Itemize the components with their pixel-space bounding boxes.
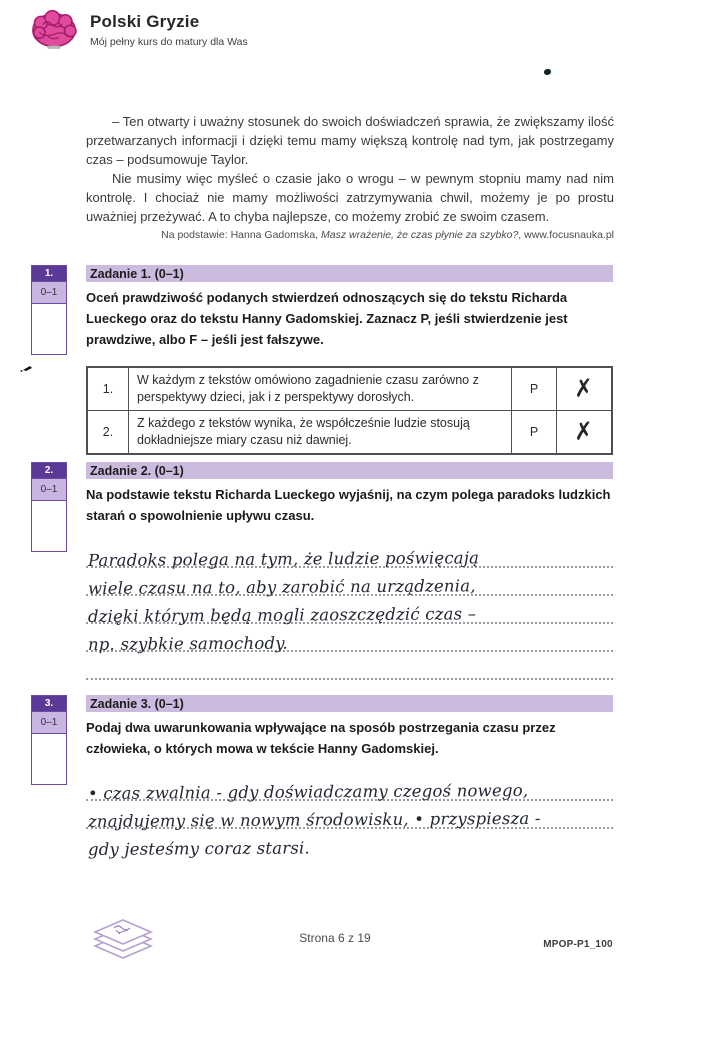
task1-margin-score-cell bbox=[32, 304, 66, 354]
answer-line bbox=[86, 624, 613, 652]
task3-instruction: Podaj dwa uwarunkowania wpływające na sposób postrzegania czasu przez człowieka, o których mowa w tekście Hanny Gadomskiej. bbox=[86, 720, 556, 756]
answer-line bbox=[86, 596, 613, 624]
task2-margin-score-cell bbox=[32, 501, 66, 551]
answer-line-empty bbox=[86, 652, 613, 680]
task2-margin-box bbox=[31, 462, 67, 552]
task2-header-bar bbox=[86, 462, 613, 479]
row-p-cell: P bbox=[512, 367, 557, 411]
page-number: Strona 6 z 19 bbox=[299, 931, 371, 945]
task2-section bbox=[86, 462, 613, 680]
answer-line bbox=[86, 801, 613, 829]
scan-speck bbox=[544, 69, 551, 75]
handwritten-answer: Paradoks polega na tym, że ludzie poświęcają bbox=[87, 548, 480, 570]
exam-code: MPOP-P1_100 bbox=[543, 939, 613, 950]
row-statement: W każdym z tekstów omówiono zagadnienie czasu zarówno z perspektywy dzieci, jak i z perspektywy dorosłych. bbox=[129, 367, 512, 411]
task3-margin-box bbox=[31, 695, 67, 785]
task1-title: Zadanie 1. (0–1) bbox=[90, 266, 184, 281]
intro-text bbox=[86, 112, 614, 245]
handwritten-answer: znajdujemy się w nowym środowisku, • przyspiesza - bbox=[87, 808, 541, 831]
task1-header-bar bbox=[86, 265, 613, 282]
source-prefix: Na podstawie: Hanna Gadomska, bbox=[161, 229, 322, 241]
answer-line bbox=[86, 773, 613, 801]
task2-margin-number: 2. bbox=[32, 463, 66, 479]
brand-tagline: Mój pełny kurs do matury dla Was bbox=[90, 36, 248, 48]
intro-paragraph-1: – Ten otwarty i uważny stosunek do swoich doświadczeń sprawia, że zwiększamy ilość przetwarzanych informacji i dzięki temu mamy większą kontrolę nad tym, jak postrzegamy czas – podsumowuje Taylor. bbox=[86, 114, 614, 167]
answer-line bbox=[86, 540, 613, 568]
handwritten-answer: dzięki którym będą mogli zaoszczędzić czas – bbox=[87, 604, 477, 626]
row-p-cell: P bbox=[512, 411, 557, 455]
row-statement: Z każdego z tekstów wynika, że współcześnie ludzie stosują dokładniejsze miary czasu niż dawniej. bbox=[129, 411, 512, 455]
source-title: Masz wrażenie, że czas płynie za szybko? bbox=[321, 229, 519, 241]
task3-margin-score-cell bbox=[32, 734, 66, 784]
source-suffix: , www.focusnauka.pl bbox=[518, 229, 614, 241]
brain-icon bbox=[28, 8, 80, 54]
ink-mark bbox=[20, 364, 34, 373]
paper-stack-icon bbox=[92, 916, 154, 968]
brand-header bbox=[28, 8, 248, 54]
row-f-cell bbox=[557, 367, 613, 411]
row-number: 2. bbox=[87, 411, 129, 455]
task3-title: Zadanie 3. (0–1) bbox=[90, 696, 184, 711]
task1-instruction: Oceń prawdziwość podanych stwierdzeń odnoszących się do tekstu Richarda Lueckego oraz do tekstu Hanny Gadomskiej. Zaznacz P, jeśli stwierdzenie jest prawdziwe, albo F – jeśli jest fałszywe. bbox=[86, 290, 568, 347]
task3-section bbox=[86, 695, 613, 859]
task2-margin-score: 0–1 bbox=[32, 479, 66, 501]
task3-margin-score: 0–1 bbox=[32, 712, 66, 734]
task2-answer-area bbox=[86, 540, 613, 680]
brand-title: Polski Gryzie bbox=[90, 12, 200, 31]
handwritten-answer: np. szybkie samochody. bbox=[87, 633, 289, 654]
row-number: 1. bbox=[87, 367, 129, 411]
true-false-table bbox=[86, 366, 613, 455]
intro-paragraph-2: Nie musimy więc myśleć o czasie jako o wrogu – w pewnym stopniu mamy nad nim kontrolę. I chociaż nie mamy możliwości zatrzymywania chwil, możemy je po prostu uważniej przeżywać. A to chyba najlepsze, co możemy zrobić ze swoim czasem. bbox=[86, 171, 614, 224]
task1-section bbox=[86, 265, 613, 455]
task3-answer-area bbox=[86, 773, 613, 859]
task2-title: Zadanie 2. (0–1) bbox=[90, 463, 184, 478]
handwritten-answer: • czas zwalnia - gdy doświadczamy czegoś nowego, bbox=[87, 780, 529, 803]
task3-margin-number: 3. bbox=[32, 696, 66, 712]
handwritten-x-mark: ✗ bbox=[573, 374, 595, 404]
table-row bbox=[87, 367, 612, 411]
task3-header-bar bbox=[86, 695, 613, 712]
handwritten-x-mark: ✗ bbox=[573, 417, 595, 447]
source-line bbox=[86, 226, 614, 245]
handwritten-answer: wiele czasu na to, aby zarobić na urządzenia, bbox=[87, 576, 476, 598]
answer-line bbox=[86, 568, 613, 596]
brand-text bbox=[90, 8, 248, 48]
table-row bbox=[87, 411, 612, 455]
task1-margin-score: 0–1 bbox=[32, 282, 66, 304]
handwritten-answer: gdy jesteśmy coraz starsi. bbox=[87, 838, 310, 859]
answer-line bbox=[86, 829, 613, 859]
row-f-cell bbox=[557, 411, 613, 455]
task2-instruction: Na podstawie tekstu Richarda Lueckego wyjaśnij, na czym polega paradoks ludzkich starań o spowolnienie upływu czasu. bbox=[86, 487, 611, 523]
task1-margin-number: 1. bbox=[32, 266, 66, 282]
task1-margin-box bbox=[31, 265, 67, 355]
